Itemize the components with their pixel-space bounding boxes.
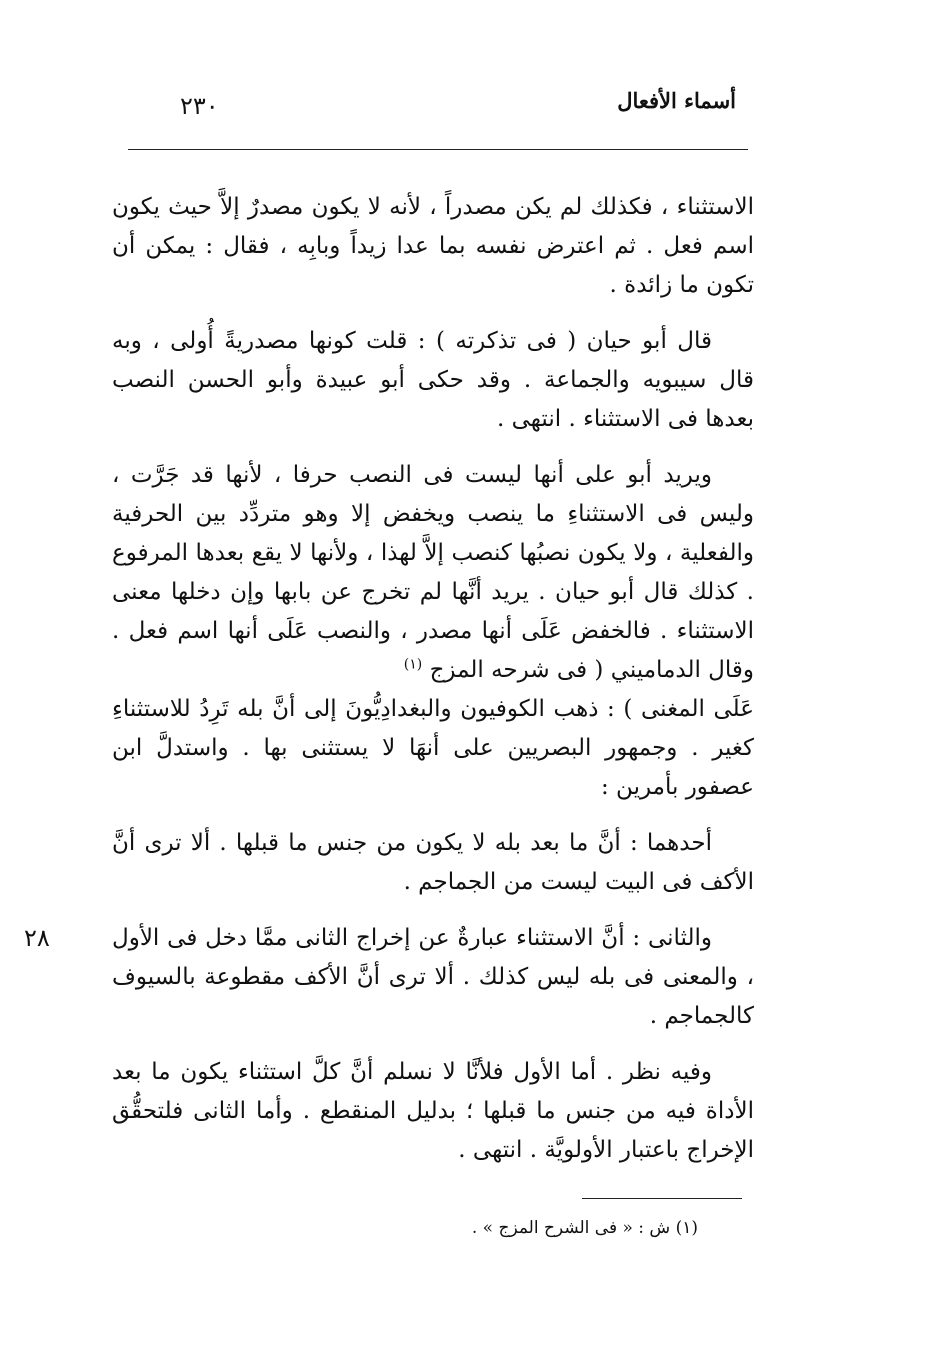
footnote-reference: (١) — [403, 656, 423, 673]
paragraph-1: الاستثناء ، فكذلك لم يكن مصدراً ، لأنه لا يكون مصدرٌ إلاَّ حيث يكون اسم فعل . ثم اعترض نفسه بما عدا زيداً وبابِه ، فقال : يمكن أن تكون ما زائدة . — [112, 194, 754, 298]
paragraph-6: وفيه نظر . أما الأول فلأنَّا لا نسلم أنَّ كلَّ استثناء يكون ما بعد الأداة فيه من جنس ما قبلها ؛ بدليل المنقطع . وأما الثانى فلتحقُّق الإخراج باعتبار الأولويَّة . انتهى . — [112, 1059, 754, 1163]
margin-number: ٢٨ — [24, 924, 50, 952]
running-title: أسماء الأفعال — [617, 88, 736, 113]
footnote: (١) ش : « فى الشرح المزج » . — [471, 1218, 698, 1238]
paragraph-3-text: ويريد أبو على أنها ليست فى النصب حرفا ، لأنها قد جَرَّت ، وليس فى الاستثناءِ ما ينصب ويخفض إلا وهو متردِّد بين الحرفية والفعلية ، ولا يكون نصبُها كنصب إلاَّ لهذا ، ولأنها لا يقع بعدها المرفوع . كذلك قال أبو حيان . يريد أنَّها لم تخرج عن بابها وإن دخلها معنى الاستثناء . فالخفض عَلَى أنها مصدر ، والنصب عَلَى أنها اسم فعل . وقال الدماميني ( فى شرحه المزج — [112, 462, 754, 683]
footnote-rule — [582, 1198, 742, 1199]
paragraph-5-text: والثانى : أنَّ الاستثناء عبارةٌ عن إخراج الثانى ممَّا دخل فى الأول ، والمعنى فى بله ليس كذلك . ألا ترى أنَّ الأكف مقطوعة بالسيوف كالجماجم . — [112, 925, 754, 1029]
paragraph-5 — [24, 919, 754, 1036]
paragraph-3-continued: عَلَى المغنى ) : ذهب الكوفيون والبغدادِيُّونَ إلى أنَّ بله تَرِدُ للاستثناءِ كغير . وجمهور البصريين على أنهَا لا يستثنى بها . واستدلَّ ابن عصفور بأمرين : — [112, 696, 754, 800]
page-header — [128, 86, 748, 126]
header-rule — [128, 149, 748, 150]
paragraph-4: أحدهما : أنَّ ما بعد بله لا يكون من جنس ما قبلها . ألا ترى أنَّ الأكف فى البيت ليست من الجماجم . — [112, 830, 754, 895]
paragraph-2: قال أبو حيان ( فى تذكرته ) : قلت كونها مصدريةً أُولى ، وبه قال سيبويه والجماعة . وقد حكى أبو عبيدة وأبو الحسن النصب بعدها فى الاستثناء . انتهى . — [112, 328, 754, 432]
page-number: ٢٣٠ — [180, 92, 219, 120]
paragraph-3 — [112, 456, 754, 690]
body-text — [24, 188, 754, 1187]
